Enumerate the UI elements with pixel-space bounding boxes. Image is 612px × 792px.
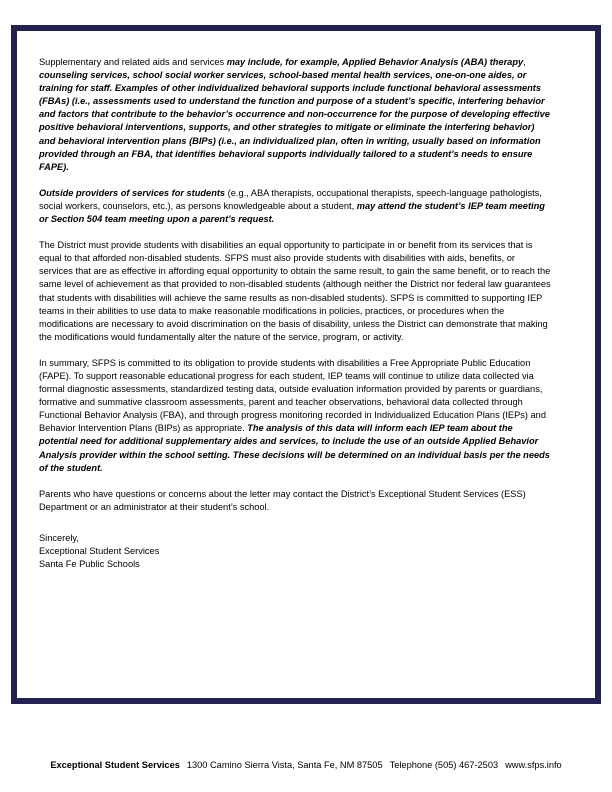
emphasis-text: Outside providers of services for students xyxy=(39,187,226,198)
paragraph-contact: Parents who have questions or concerns about the letter may contact the District’s Exceptional Student Services (ESS) Department or an administrator at their student’s school. xyxy=(39,488,526,512)
closing-signature-line: Santa Fe Public Schools xyxy=(39,559,140,570)
paragraph-text: (e.g., ABA therapists, occupational therapists, speech-language pathologists, social workers, counselors, etc.), as persons knowledgeable about a student, xyxy=(39,187,542,211)
page-footer xyxy=(0,760,612,770)
footer-address: 1300 Camino Sierra Vista, Santa Fe, NM 87505 xyxy=(186,760,383,770)
paragraph-equal-opportunity: The District must provide students with disabilities an equal opportunity to participate in or benefit from its services that is equal to that afforded non-disabled students. SFPS must also provide students with disabilities with aids, benefits, or services that are as effective in affording equal opportunity to obtain the same result, to gain the same benefit, or to reach the same level of achievement as that provided to non-disabled students (although neither the District nor federal law guarantees that students with disabilities will achieve the same results as non-disabled students). SFPS is committed to supporting IEP teams in their abilities to use data to make reasonable modifications in policies, practices, or procedures when the modifications are necessary to avoid discrimination on the basis of disability, unless the District can demonstrate that making the modifications would fundamentally alter the nature of the service, program, or activity. xyxy=(39,240,551,342)
emphasis-text: may include, for example, Applied Behavior Analysis (ABA) therapy xyxy=(226,57,524,67)
emphasis-text: may attend the student’s IEP team meeting or Section 504 team meeting upon a parent’s request. xyxy=(39,200,545,225)
footer-department: Exceptional Student Services xyxy=(50,760,180,770)
letter-closing xyxy=(39,532,551,571)
paragraph-text: Supplementary and related aids and services xyxy=(39,57,227,67)
closing-signature-line: Exceptional Student Services xyxy=(39,546,160,556)
paragraph-text: , xyxy=(523,57,526,67)
paragraph-supplementary-aids xyxy=(39,56,551,174)
emphasis-text: counseling services, school social worker services, school-based mental health services, one-on-one aides, or training for staff. Examples of other individualized behavioral supports include functional behavioral assessments (FBAs) (i.e., assessments used to understand the function and purpose of a student’s specific, interfering behavior and factors that contribute to the behavior’s occurrence and non-occurrence for the purpose of developing effective positive behavioral interventions, supports, and other strategies to mitigate or eliminate the interfering behavior) and behavioral intervention plans (BIPs) (i.e., an individualized plan, often in writing, usually based on information provided through an FBA, that identifies behavioral supports individually tailored to a student’s needs to ensure FAPE). xyxy=(39,70,550,172)
paragraph-text: In summary, SFPS is committed to its obligation to provide students with disabilities a Free Appropriate Public Education (FAPE). To support reasonable educational progress for each student, IEP teams will continue to utilize data collected via formal diagnostic assessments, standardized testing data, outside evaluation information provided by parents or guardians, formative and summative classroom assessments, parent and teacher observations, behavioral data collected through Functional Behavior Analysis (FBA), and through progress monitoring recorded in Individualized Education Plans (IEPs) and Behavior Intervention Plans (BIPs) as appropriate. xyxy=(39,357,546,434)
letter-body xyxy=(39,56,551,584)
paragraph-outside-providers xyxy=(39,187,551,226)
footer-telephone: Telephone (505) 467-2503 xyxy=(389,760,499,770)
closing-salutation: Sincerely, xyxy=(39,532,79,543)
footer-website[interactable]: www.sfps.info xyxy=(505,760,562,770)
paragraph-summary xyxy=(39,357,551,475)
emphasis-text: The analysis of this data will inform each IEP team about the potential need for additional supplementary aides and services, to include the use of an outside Applied Behavior Analysis provider within the school setting. These decisions will be determined on an individual basis per the needs of the student. xyxy=(39,423,550,473)
